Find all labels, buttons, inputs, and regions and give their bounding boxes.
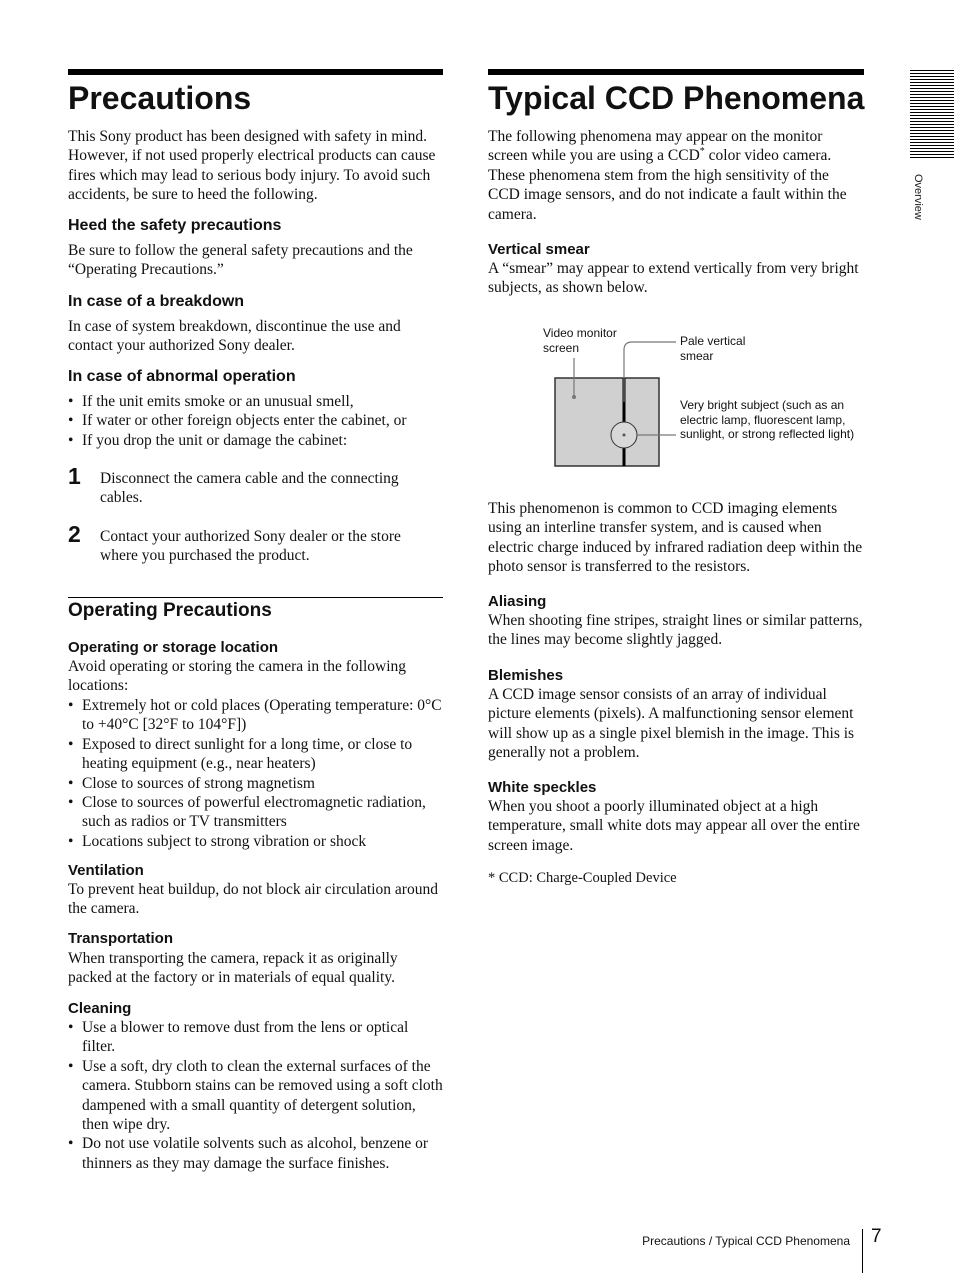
list-item: • Do not use volatile solvents such as alcohol, benzene or thinners as they may damage the surface finishes. xyxy=(68,1134,443,1173)
label-pale-smear: Pale vertical smear xyxy=(680,334,746,363)
ccd-intro-part1: The following phenomena may appear on the monitor screen while you are using a CCD xyxy=(488,128,823,165)
cleaning-list xyxy=(68,1018,443,1173)
list-item: • If water or other foreign objects enter the cabinet, or xyxy=(68,411,443,430)
ccd-intro xyxy=(488,127,864,224)
list-item: • Close to sources of powerful electromagnetic radiation, such as radios or TV transmitters xyxy=(68,793,443,832)
monitor-screen-shape xyxy=(555,378,659,466)
abnormal-list xyxy=(68,392,443,450)
location-list xyxy=(68,696,443,851)
section-index-tab xyxy=(910,70,954,160)
bright-subject-center xyxy=(623,434,626,437)
footer-divider xyxy=(862,1229,863,1273)
heed-heading: Heed the safety precautions xyxy=(68,217,282,234)
list-item: • Close to sources of strong magnetism xyxy=(68,774,443,793)
list-item: • Locations subject to strong vibration or shock xyxy=(68,832,443,851)
smear-heading: Vertical smear xyxy=(488,241,590,258)
location-heading: Operating or storage location xyxy=(68,639,279,656)
list-item: • Use a soft, dry cloth to clean the external surfaces of the camera. Stubborn stains can be removed using a soft cloth dampened with a small quantity of detergent solution, then wipe dry. xyxy=(68,1057,443,1135)
label-monitor-screen: Video monitor screen xyxy=(543,326,617,355)
ccd-intro-part2: color video camera. These phenomena stem from the high sensitivity of the CCD image sensors, and do not indicate a fault within the camera. xyxy=(488,147,847,223)
list-item: • Use a blower to remove dust from the lens or optical filter. xyxy=(68,1018,443,1057)
precautions-intro: This Sony product has been designed with safety in mind. However, if not used properly electrical products can cause fires which may lead to serious body injury. To avoid such accidents, be sure to heed the following. xyxy=(68,128,436,204)
title-bar-left xyxy=(68,69,443,75)
breakdown-text: In case of system breakdown, discontinue the use and contact your authorized Sony dealer. xyxy=(68,318,401,355)
section-tab-label: Overview xyxy=(912,174,924,220)
heed-text: Be sure to follow the general safety precautions and the “Operating Precautions.” xyxy=(68,242,413,279)
list-item: • Exposed to direct sunlight for a long time, or close to heating equipment (e.g., near heaters) xyxy=(68,735,443,774)
list-item: • Extremely hot or cold places (Operating temperature: 0°C to +40°C [32°F to 104°F]) xyxy=(68,696,443,735)
aliasing-text: When shooting fine stripes, straight lines or similar patterns, the lines may become slightly jagged. xyxy=(488,612,863,649)
step-text: Disconnect the camera cable and the connecting cables. xyxy=(100,470,399,507)
smear-text: A “smear” may appear to extend vertically from very bright subjects, as shown below. xyxy=(488,260,859,297)
transport-text: When transporting the camera, repack it as originally packed at the factory or in materials of equal quality. xyxy=(68,950,398,987)
step-number: 2 xyxy=(68,521,81,547)
footer-section-title: Precautions / Typical CCD Phenomena xyxy=(642,1234,850,1248)
footnote-mark: * xyxy=(699,146,705,158)
location-text: Avoid operating or storing the camera in the following locations: xyxy=(68,658,407,695)
smear-explanation: This phenomenon is common to CCD imaging elements using an interline transfer system, and is caused when electric charge induced by infrared radiation deep within the photo sensor is transferred to the resistors. xyxy=(488,500,863,576)
blemishes-heading: Blemishes xyxy=(488,667,564,684)
cleaning-heading: Cleaning xyxy=(68,1000,132,1017)
title-bar-right xyxy=(488,69,864,75)
speckles-heading: White speckles xyxy=(488,779,597,796)
abnormal-heading: In case of abnormal operation xyxy=(68,368,296,385)
footnote: * CCD: Charge-Coupled Device xyxy=(488,870,677,886)
list-item: • If you drop the unit or damage the cabinet: xyxy=(68,431,443,450)
page-number: 7 xyxy=(871,1226,882,1247)
aliasing-heading: Aliasing xyxy=(488,593,547,610)
ventilation-text: To prevent heat buildup, do not block air circulation around the camera. xyxy=(68,881,438,918)
speckles-text: When you shoot a poorly illuminated object at a high temperature, small white dots may appear all over the entire screen image. xyxy=(488,798,860,854)
section-divider xyxy=(68,597,443,598)
page-title-ccd: Typical CCD Phenomena xyxy=(488,80,865,116)
label-bright-subject: Very bright subject (such as an electric lamp, fluorescent lamp, sunlight, or strong reflected light) xyxy=(680,398,855,441)
ventilation-heading: Ventilation xyxy=(68,862,144,879)
leader-dot xyxy=(572,395,576,399)
step-number: 1 xyxy=(68,463,81,489)
step-text: Contact your authorized Sony dealer or the store where you purchased the product. xyxy=(100,528,401,565)
page-title-precautions: Precautions xyxy=(68,80,252,116)
transport-heading: Transportation xyxy=(68,930,174,947)
operating-precautions-title: Operating Precautions xyxy=(68,600,272,621)
list-item: • If the unit emits smoke or an unusual smell, xyxy=(68,392,443,411)
breakdown-heading: In case of a breakdown xyxy=(68,293,245,310)
blemishes-text: A CCD image sensor consists of an array of individual picture elements (pixels). A malfunctioning sensor element will show up as a single pixel blemish in the image. This is generally not a problem. xyxy=(488,686,855,762)
